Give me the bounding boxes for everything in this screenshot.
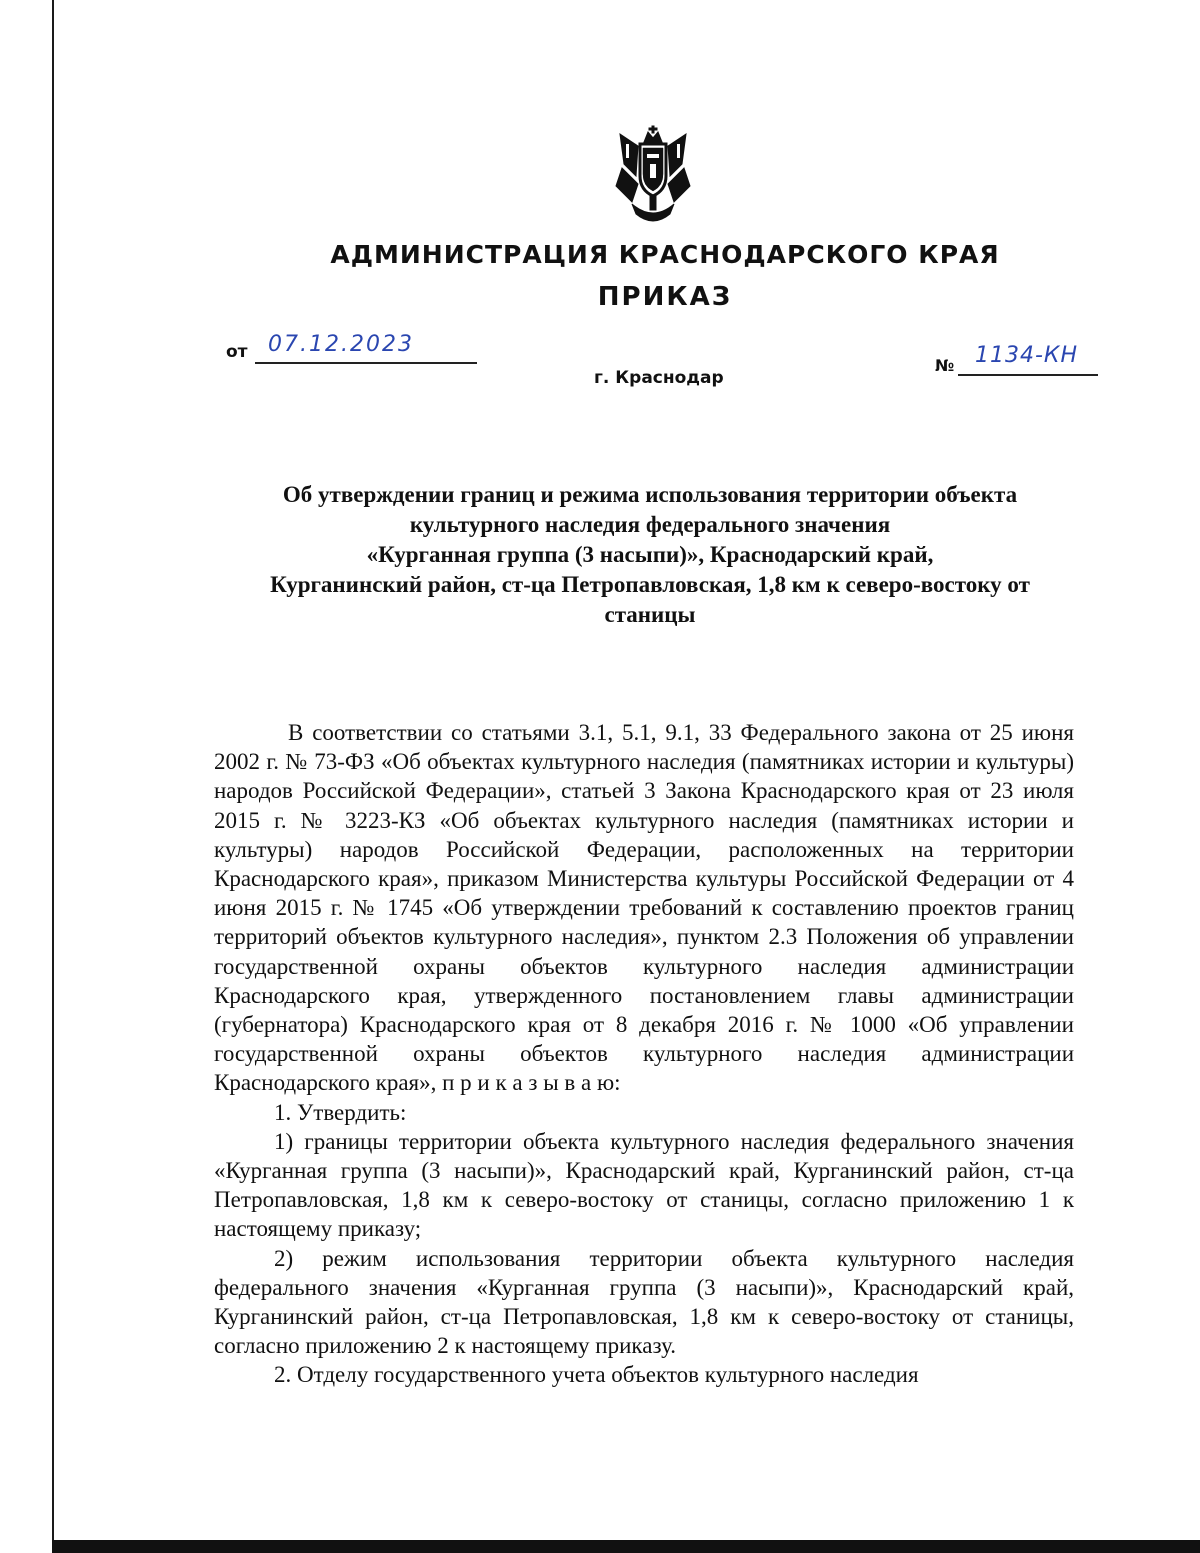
document-type: ПРИКАЗ: [597, 282, 733, 312]
subject-line: культурного наследия федерального значения: [409, 512, 891, 537]
organization-title: АДМИНИСТРАЦИЯ КРАСНОДАРСКОГО КРАЯ: [330, 240, 1000, 269]
document-body: [214, 718, 1074, 1390]
subject-line: Курганинский район, ст-ца Петропавловская, 1,8 км к северо-востоку от: [270, 572, 1030, 597]
city: г. Краснодар: [594, 368, 724, 388]
subject-line: Об утверждении границ и режима использования территории объекта: [282, 482, 1018, 507]
number-underline: [958, 374, 1098, 376]
scan-edge-left: [52, 0, 54, 1553]
point-1-subitem-2: 2) режим использования территории объекта культурного наследия федерального значения «Курганная группа (3 насыпи)», Краснодарский край, Курганинский район, ст-ца Петропавловская, 1,8 км к северо-востоку от станицы, согласно приложению 2 к настоящему приказу.: [214, 1245, 1074, 1359]
subject-line: станицы: [604, 602, 696, 627]
preamble-paragraph: В соответствии со статьями 3.1, 5.1, 9.1, 33 Федерального закона от 25 июня 2002 г. № 73-ФЗ «Об объектах культурного наследия (памятниках истории и культуры) народов Российской Федерации», статьей 3 Закона Краснодарского края от 23 июля 2015 г. № 3223-КЗ «Об объектах культурного наследия (памятниках истории и культуры) народов Российской Федерации, расположенных на территории Краснодарского края», приказом Министерства культуры Российской Федерации от 4 июня 2015 г. № 1745 «Об утверждении требований к составлению проектов границ территорий объектов культурного наследия», пунктом 2.3 Положения об управлении государственной охраны объектов культурного наследия администрации Краснодарского края, утвержденного постановлением главы администрации (губернатора) Краснодарского края от 8 декабря 2016 г. № 1000 «Об управлении государственной охраны объектов культурного наследия администрации Краснодарского края», п р и к а з ы в а ю:: [214, 720, 1074, 1096]
date-value: 07.12.2023: [268, 332, 414, 357]
point-1: 1. Утвердить:: [274, 1099, 407, 1125]
point-1-subitem-1: 1) границы территории объекта культурного наследия федерального значения «Курганная группа (3 насыпи)», Краснодарский край, Курганинский район, ст-ца Петропавловская, 1,8 км к северо-востоку от станицы, согласно приложению 1 к настоящему приказу;: [214, 1128, 1074, 1242]
coat-of-arms-icon: [612, 124, 694, 226]
point-2: 2. Отделу государственного учета объектов культурного наследия: [274, 1362, 919, 1388]
number-label: №: [935, 356, 955, 375]
scan-edge-bottom: [52, 1540, 1200, 1553]
date-underline: [255, 362, 477, 364]
subject-line: «Курганная группа (3 насыпи)», Краснодарский край,: [366, 542, 934, 567]
number-value: 1134-КН: [975, 343, 1079, 368]
date-label: от: [226, 342, 248, 362]
document-subject: [205, 480, 1095, 630]
